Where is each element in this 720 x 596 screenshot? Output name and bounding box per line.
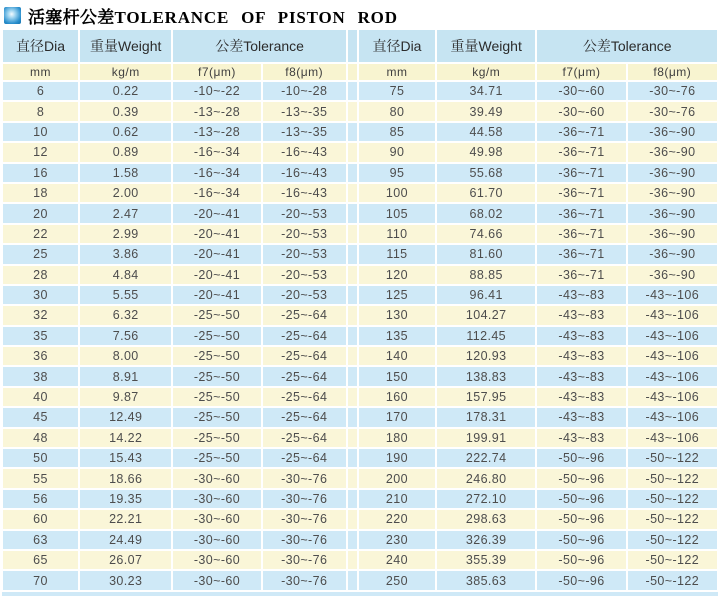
table-row [3,551,717,569]
table-cell: 3.86 [80,245,171,263]
header-tolerance-left: 公差Tolerance [173,30,345,62]
table-cell: -50~-96 [537,510,625,528]
table-cell: 19.35 [80,490,171,508]
table-cell: -10~-28 [263,82,346,100]
table-cell: -30~-60 [537,102,625,120]
table-row [3,102,717,120]
spacer-cell [348,164,357,182]
table-cell: 140 [359,347,435,365]
table-cell: -30~-76 [263,531,346,549]
table-cell: -20~-53 [263,266,346,284]
table-cell: 120 [359,266,435,284]
table-row [3,327,717,345]
table-cell: 48 [3,429,78,447]
spacer-cell [348,184,357,202]
table-cell: 80 [359,102,435,120]
table-cell: 10 [3,123,78,141]
table-row [3,123,717,141]
table-cell: 250 [359,571,435,589]
table-cell: -50~-96 [537,551,625,569]
table-cell: 135 [359,327,435,345]
table-cell: 190 [359,449,435,467]
table-cell: -30~-76 [263,571,346,589]
table-cell: 4.84 [80,266,171,284]
table-body [3,82,717,590]
table-cell: -36~-90 [628,143,717,161]
unit-mm-left: mm [3,64,78,80]
table-cell: 18.66 [80,469,171,487]
table-cell: 55.68 [437,164,535,182]
table-cell: 5.55 [80,286,171,304]
table-cell: 55 [3,469,78,487]
table-cell: 9.87 [80,388,171,406]
table-cell: 115 [359,245,435,263]
table-row [3,469,717,487]
table-cell: 24.49 [80,531,171,549]
table-cell: 1.58 [80,164,171,182]
table-cell: -43~-106 [628,388,717,406]
table-cell: 6 [3,82,78,100]
table-cell: -43~-83 [537,408,625,426]
table-cell: -13~-35 [263,123,346,141]
unit-kgm-left: kg/m [80,64,171,80]
table-cell: 0.89 [80,143,171,161]
table-cell: 160 [359,388,435,406]
unit-f8-left: f8(μm) [263,64,346,80]
table-cell: -36~-90 [628,245,717,263]
header-tolerance-right: 公差Tolerance [537,30,717,62]
table-cell: -30~-76 [628,82,717,100]
unit-f7-left: f7(μm) [173,64,260,80]
table-cell: 220 [359,510,435,528]
table-cell: -25~-64 [263,347,346,365]
table-cell: -25~-64 [263,388,346,406]
table-row [3,184,717,202]
table-cell: 60 [3,510,78,528]
table-cell: 32 [3,306,78,324]
spacer-cell [348,571,357,589]
table-cell: -20~-41 [173,245,260,263]
table-row [3,367,717,385]
table-cell: -36~-71 [537,123,625,141]
table-cell: 22 [3,225,78,243]
table-cell: 210 [359,490,435,508]
table-cell: -25~-64 [263,306,346,324]
table-cell: 178.31 [437,408,535,426]
table-cell: 74.66 [437,225,535,243]
table-cell: -20~-53 [263,225,346,243]
table-cell: -13~-35 [263,102,346,120]
table-cell: 20 [3,204,78,222]
table-cell: 110 [359,225,435,243]
table-cell: -50~-122 [628,490,717,508]
spacer-cell [348,551,357,569]
table-cell: 298.63 [437,510,535,528]
table-cell: -36~-71 [537,245,625,263]
table-cell: -10~-22 [173,82,260,100]
spacer-cell [348,306,357,324]
table-cell: 18 [3,184,78,202]
table-cell: -13~-28 [173,102,260,120]
table-cell: -20~-41 [173,266,260,284]
table-cell: -30~-60 [173,469,260,487]
table-cell: -50~-122 [628,510,717,528]
units-row [3,64,717,80]
unit-kgm-right: kg/m [437,64,535,80]
table-cell: 2.00 [80,184,171,202]
table-cell: -25~-50 [173,327,260,345]
table-row [3,204,717,222]
table-cell: 150 [359,367,435,385]
table-row [3,245,717,263]
table-cell: -36~-71 [537,184,625,202]
table-cell: -50~-122 [628,551,717,569]
table-cell: 30.23 [80,571,171,589]
table-row [3,388,717,406]
table-cell: -43~-106 [628,408,717,426]
table-cell: 6.32 [80,306,171,324]
table-cell: -50~-96 [537,571,625,589]
table-cell: -25~-64 [263,367,346,385]
table-cell: -43~-106 [628,347,717,365]
table-row [3,408,717,426]
table-cell: 272.10 [437,490,535,508]
page-title [28,3,398,28]
table-cell: 96.41 [437,286,535,304]
table-cell: -43~-83 [537,388,625,406]
piston-rod-tolerance-table [1,28,719,592]
table-cell: -30~-76 [263,469,346,487]
table-cell: -43~-83 [537,347,625,365]
table-cell: 45 [3,408,78,426]
spacer-cell [348,286,357,304]
table-row [3,347,717,365]
table-cell: -43~-83 [537,286,625,304]
table-cell: -43~-106 [628,286,717,304]
table-cell: 90 [359,143,435,161]
table-cell: -25~-50 [173,388,260,406]
spacer-cell [348,82,357,100]
table-cell: 25 [3,245,78,263]
table-cell: -43~-106 [628,367,717,385]
table-cell: 12.49 [80,408,171,426]
table-cell: -13~-28 [173,123,260,141]
table-cell: -36~-90 [628,164,717,182]
page-title-bar [0,0,720,28]
spacer-cell [348,490,357,508]
table-cell: 130 [359,306,435,324]
table-cell: -36~-71 [537,164,625,182]
table-cell: 105 [359,204,435,222]
header-dia-right: 直径Dia [359,30,435,62]
table-cell: 100 [359,184,435,202]
spacer-cell [348,204,357,222]
table-cell: 8.91 [80,367,171,385]
table-cell: -25~-50 [173,429,260,447]
table-cell: 40 [3,388,78,406]
table-cell: 2.99 [80,225,171,243]
table-cell: -50~-96 [537,490,625,508]
table-cell: -43~-106 [628,327,717,345]
table-cell: 61.70 [437,184,535,202]
header-weight-left: 重量Weight [80,30,171,62]
table-cell: -30~-76 [263,510,346,528]
table-cell: -16~-34 [173,164,260,182]
table-cell: 81.60 [437,245,535,263]
table-cell: -36~-71 [537,143,625,161]
table-cell: 70 [3,571,78,589]
table-cell: -16~-34 [173,143,260,161]
table-cell: 34.71 [437,82,535,100]
table-cell: -43~-83 [537,429,625,447]
table-cell: -30~-60 [173,551,260,569]
table-row [3,510,717,528]
spacer-cell [348,64,357,80]
unit-mm-right: mm [359,64,435,80]
table-cell: -50~-122 [628,531,717,549]
table-row [3,449,717,467]
table-cell: 44.58 [437,123,535,141]
table-row [3,143,717,161]
page-title-cn: 活塞杆公差 [28,7,115,27]
table-cell: -20~-41 [173,286,260,304]
table-cell: -30~-60 [173,531,260,549]
table-cell: 36 [3,347,78,365]
table-cell: 326.39 [437,531,535,549]
table-cell: -20~-53 [263,245,346,263]
table-cell: -36~-90 [628,123,717,141]
table-cell: -43~-83 [537,327,625,345]
table-cell: 30 [3,286,78,304]
spacer-cell [348,327,357,345]
table-cell: 246.80 [437,469,535,487]
table-row [3,82,717,100]
table-cell: 8.00 [80,347,171,365]
table-cell: 2.47 [80,204,171,222]
table-cell: -30~-60 [173,510,260,528]
spacer-cell [348,367,357,385]
table-cell: 65 [3,551,78,569]
table-cell: -43~-106 [628,306,717,324]
table-cell: -43~-106 [628,429,717,447]
table-cell: -43~-83 [537,306,625,324]
spacer-cell [348,123,357,141]
table-cell: -30~-76 [263,551,346,569]
table-cell: 56 [3,490,78,508]
table-bottom-edge [2,592,718,596]
spacer-cell [348,102,357,120]
table-cell: -16~-43 [263,184,346,202]
unit-f7-right: f7(μm) [537,64,625,80]
table-cell: 16 [3,164,78,182]
table-cell: 170 [359,408,435,426]
table-cell: 63 [3,531,78,549]
table-cell: -36~-90 [628,204,717,222]
table-cell: -50~-122 [628,469,717,487]
table-cell: -30~-60 [173,490,260,508]
table-cell: -25~-64 [263,429,346,447]
spacer-cell [348,449,357,467]
table-cell: 85 [359,123,435,141]
bullet-square-icon [4,7,21,24]
table-cell: -16~-43 [263,164,346,182]
table-cell: 120.93 [437,347,535,365]
table-row [3,429,717,447]
spacer-cell [348,469,357,487]
spacer-cell [348,266,357,284]
header-weight-right: 重量Weight [437,30,535,62]
spacer-cell [348,30,357,62]
table-cell: -36~-71 [537,204,625,222]
table-cell: -50~-96 [537,531,625,549]
spacer-cell [348,388,357,406]
table-cell: -30~-60 [173,571,260,589]
table-cell: -16~-34 [173,184,260,202]
table-cell: 14.22 [80,429,171,447]
table-cell: 35 [3,327,78,345]
table-row [3,306,717,324]
table-cell: 38 [3,367,78,385]
header-row [3,30,717,62]
header-dia-left: 直径Dia [3,30,78,62]
table-row [3,490,717,508]
table-cell: -25~-50 [173,347,260,365]
spacer-cell [348,245,357,263]
table-cell: 75 [359,82,435,100]
table-row [3,286,717,304]
spacer-cell [348,510,357,528]
table-cell: -25~-64 [263,408,346,426]
table-cell: 157.95 [437,388,535,406]
table-cell: -20~-41 [173,225,260,243]
table-cell: 125 [359,286,435,304]
table-cell: -36~-71 [537,266,625,284]
table-row [3,164,717,182]
unit-f8-right: f8(μm) [628,64,717,80]
table-cell: 0.22 [80,82,171,100]
table-cell: -25~-64 [263,449,346,467]
table-row [3,225,717,243]
table-cell: -25~-64 [263,327,346,345]
spacer-cell [348,408,357,426]
table-cell: -20~-53 [263,204,346,222]
table-row [3,571,717,589]
table-cell: -36~-90 [628,225,717,243]
table-cell: 7.56 [80,327,171,345]
table-cell: -36~-90 [628,266,717,284]
table-cell: -50~-96 [537,449,625,467]
table-cell: -50~-96 [537,469,625,487]
table-cell: 385.63 [437,571,535,589]
table-cell: 104.27 [437,306,535,324]
table-cell: -30~-60 [537,82,625,100]
table-cell: 240 [359,551,435,569]
table-cell: 230 [359,531,435,549]
table-row [3,531,717,549]
table-cell: -25~-50 [173,449,260,467]
page-title-en: TOLERANCE OF PISTON ROD [114,7,398,27]
table-cell: -43~-83 [537,367,625,385]
spacer-cell [348,429,357,447]
table-cell: 28 [3,266,78,284]
table-cell: 112.45 [437,327,535,345]
table-cell: -25~-50 [173,367,260,385]
table-cell: 12 [3,143,78,161]
table-cell: -25~-50 [173,408,260,426]
table-cell: 26.07 [80,551,171,569]
table-cell: 222.74 [437,449,535,467]
spacer-cell [348,225,357,243]
table-cell: 95 [359,164,435,182]
table-cell: 199.91 [437,429,535,447]
table-cell: 88.85 [437,266,535,284]
table-cell: -36~-71 [537,225,625,243]
table-cell: -36~-90 [628,184,717,202]
table-cell: -30~-76 [263,490,346,508]
table-cell: 180 [359,429,435,447]
table-cell: -30~-76 [628,102,717,120]
table-cell: 68.02 [437,204,535,222]
table-cell: -50~-122 [628,449,717,467]
table-cell: 50 [3,449,78,467]
spacer-cell [348,531,357,549]
table-cell: 355.39 [437,551,535,569]
table-cell: -20~-41 [173,204,260,222]
table-cell: 8 [3,102,78,120]
table-cell: 22.21 [80,510,171,528]
spacer-cell [348,347,357,365]
table-cell: 0.39 [80,102,171,120]
table-cell: -20~-53 [263,286,346,304]
table-cell: 200 [359,469,435,487]
table-row [3,266,717,284]
table-cell: -16~-43 [263,143,346,161]
table-cell: 0.62 [80,123,171,141]
table-cell: -25~-50 [173,306,260,324]
table-cell: 138.83 [437,367,535,385]
spacer-cell [348,143,357,161]
table-cell: -50~-122 [628,571,717,589]
table-cell: 15.43 [80,449,171,467]
table-cell: 49.98 [437,143,535,161]
table-cell: 39.49 [437,102,535,120]
